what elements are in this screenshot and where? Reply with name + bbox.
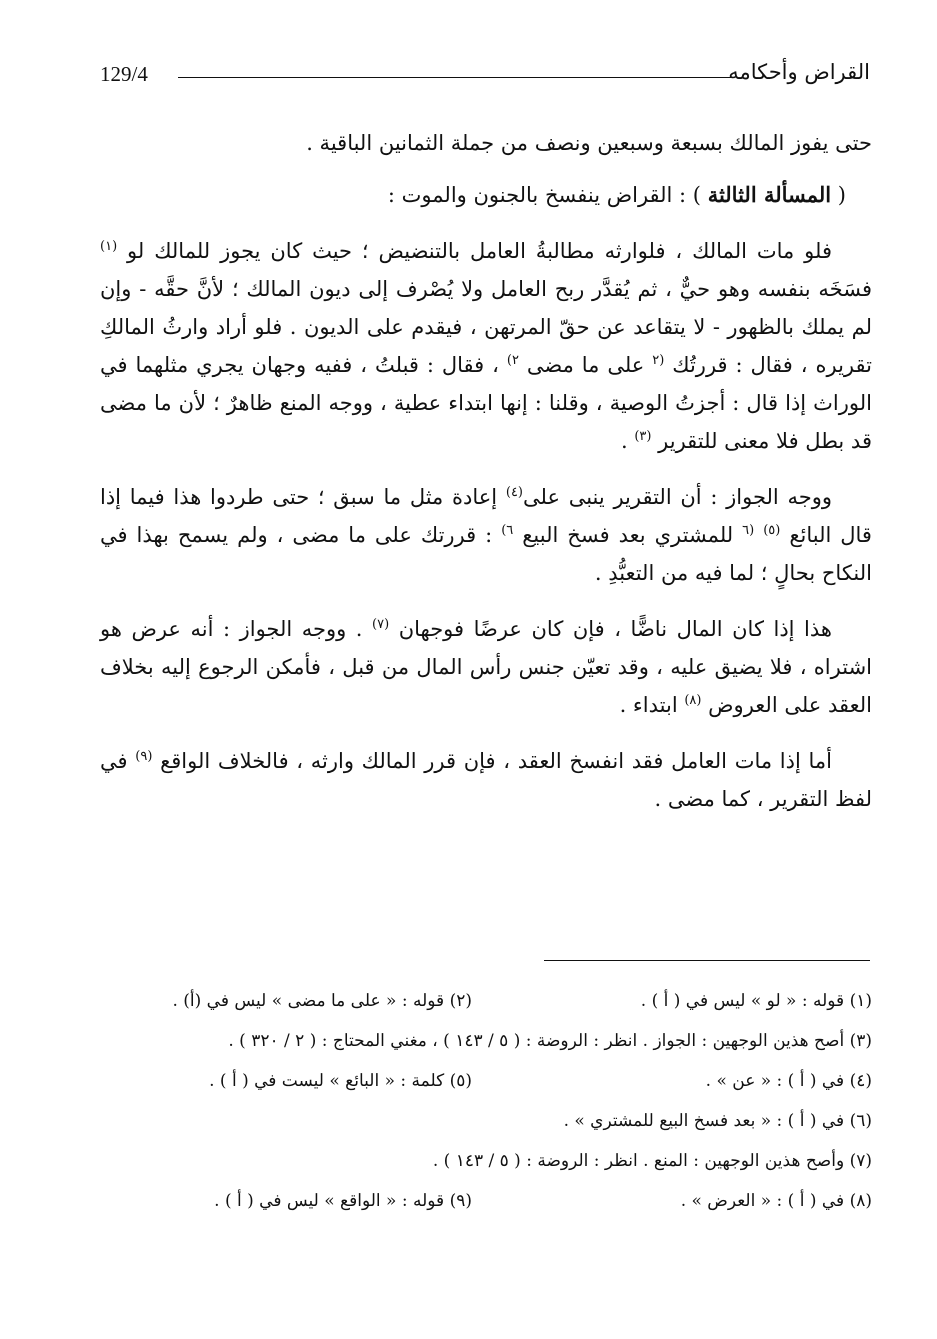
footnote-5: (٥) كلمة : « البائع » ليست في ( أ ) . xyxy=(209,1071,472,1091)
heading-title: المسألة الثالثة xyxy=(707,182,832,207)
header-rule xyxy=(178,77,734,78)
footnote-7: (٧) وأصح هذين الوجهين : المنع . انظر : الروضة : ( ٥ / ١٤٣ ) . xyxy=(432,1151,872,1171)
footnote-ref: ٦) xyxy=(501,523,514,538)
running-title: القراض وأحكامه xyxy=(728,60,870,84)
paragraph xyxy=(100,610,872,724)
footnote-3: (٣) أصح هذين الوجهين : الجواز . انظر : الروضة : ( ٥ / ١٤٣ ) ، مغني المحتاج : ( ٢ / ٣٢٠ ) . xyxy=(228,1031,872,1051)
text-span: في لفظ التقرير ، كما مضى . xyxy=(100,749,872,811)
footnote-row xyxy=(100,1188,872,1228)
text-span: : قررتك على ما مضى ، ولم يسمح بهذا في النكاح بحالٍ ؛ لما فيه من التعبُّدِ . xyxy=(100,523,872,585)
footnote-ref: ٢) xyxy=(506,353,519,368)
text-span: أما إذا مات العامل فقد انفسخ العقد ، فإن قرر المالك وارثه ، فالخلاف الواقع xyxy=(160,749,833,773)
footnote-ref: (٥) xyxy=(763,523,781,538)
text-span: ابتداء . xyxy=(619,693,685,717)
footnote-1: (١) قوله : « لو » ليس في ( أ ) . xyxy=(640,991,872,1011)
footnote-ref: (٣) xyxy=(634,429,652,444)
paragraph xyxy=(100,478,872,592)
footnote-row xyxy=(100,1108,872,1148)
footnote-ref: (٢ xyxy=(652,353,665,368)
footnote-ref: (٦ xyxy=(742,523,755,538)
footnote-ref: (٨) xyxy=(684,693,702,708)
paragraph xyxy=(100,232,872,460)
heading-subtitle: ) : القراض ينفسخ بالجنون والموت : xyxy=(387,183,708,207)
text-span: فسَخَه بنفسه وهو حيٌّ ، ثم يُقدَّر ربح العامل ولا يُصْرف إلى ديون المالك ؛ لأنَّ حقَّه - وإن لم يملك بالظهور - لا يتقاعد عن حقّ المرتهن ، فيقدم على الديون . فلو أراد وارثُ المالكِ تقريره ، فقال : قررتُك xyxy=(100,277,872,377)
footnote-ref: (١) xyxy=(100,239,118,254)
text-span: إعادة مثل ما سبق ؛ حتى طردوا هذا فيما إذا قال البائع xyxy=(100,485,872,547)
footnote-ref: (٧) xyxy=(372,617,390,632)
footnote-6: (٦) في ( أ ) : « بعد فسخ البيع للمشتري » . xyxy=(563,1111,872,1131)
main-text xyxy=(100,124,872,836)
footnote-9: (٩) قوله : « الواقع » ليس في ( أ ) . xyxy=(214,1191,472,1211)
section-heading xyxy=(100,176,872,214)
footnote-row xyxy=(100,1028,872,1068)
text-span: على ما مضى xyxy=(526,353,653,377)
text-span: للمشتري بعد فسخ البيع xyxy=(522,523,743,547)
page-number: 129/4 xyxy=(100,62,148,86)
heading-bracket: ( xyxy=(831,183,846,207)
paragraph xyxy=(100,742,872,818)
footnote-separator xyxy=(544,960,870,961)
text-span: هذا إذا كان المال ناضًّا ، فإن كان عرضًا فوجهان xyxy=(398,617,832,641)
text-span: ووجه الجواز : أن التقرير ينبى على xyxy=(523,485,832,509)
footnote-ref: (٩) xyxy=(135,749,153,764)
footnote-ref: (٤) xyxy=(505,485,523,500)
footnote-4: (٤) في ( أ ) : « عن » . xyxy=(705,1071,872,1091)
paragraph-text: حتى يفوز المالك بسبعة وسبعين ونصف من جملة الثمانين الباقية . xyxy=(306,131,872,155)
footnotes xyxy=(100,988,872,1228)
text-span: . ووجه الجواز : أنه عرض هو اشتراه ، فلا يضيق عليه ، وقد تعيّن جنس رأس المال من قبل ، فأمكن الرجوع إليه بخلاف العقد على العروض xyxy=(100,617,872,717)
footnote-row xyxy=(100,988,872,1028)
footnote-2: (٢) قوله : « على ما مضى » ليس في (أ) . xyxy=(172,991,472,1011)
footnote-row xyxy=(100,1068,872,1108)
footnote-row xyxy=(100,1148,872,1188)
page-header xyxy=(100,62,870,92)
footnote-8: (٨) في ( أ ) : « العرض » . xyxy=(680,1191,872,1211)
text-span: ، فقال : قبلتُ ، ففيه وجهان يجري مثلهما في الوراث إذا قال : أجزتُ الوصية ، وقلنا : إنها ابتداء عطية ، ووجه المنع ظاهرٌ ؛ لأن ما مضى قد بطل فلا معنى للتقرير xyxy=(100,353,872,453)
paragraph xyxy=(100,124,872,162)
text-span: فلو مات المالك ، فلوارثه مطالبةُ العامل بالتنضيض ؛ حيث كان يجوز للمالك لو xyxy=(127,239,832,263)
text-span: . xyxy=(620,429,635,453)
